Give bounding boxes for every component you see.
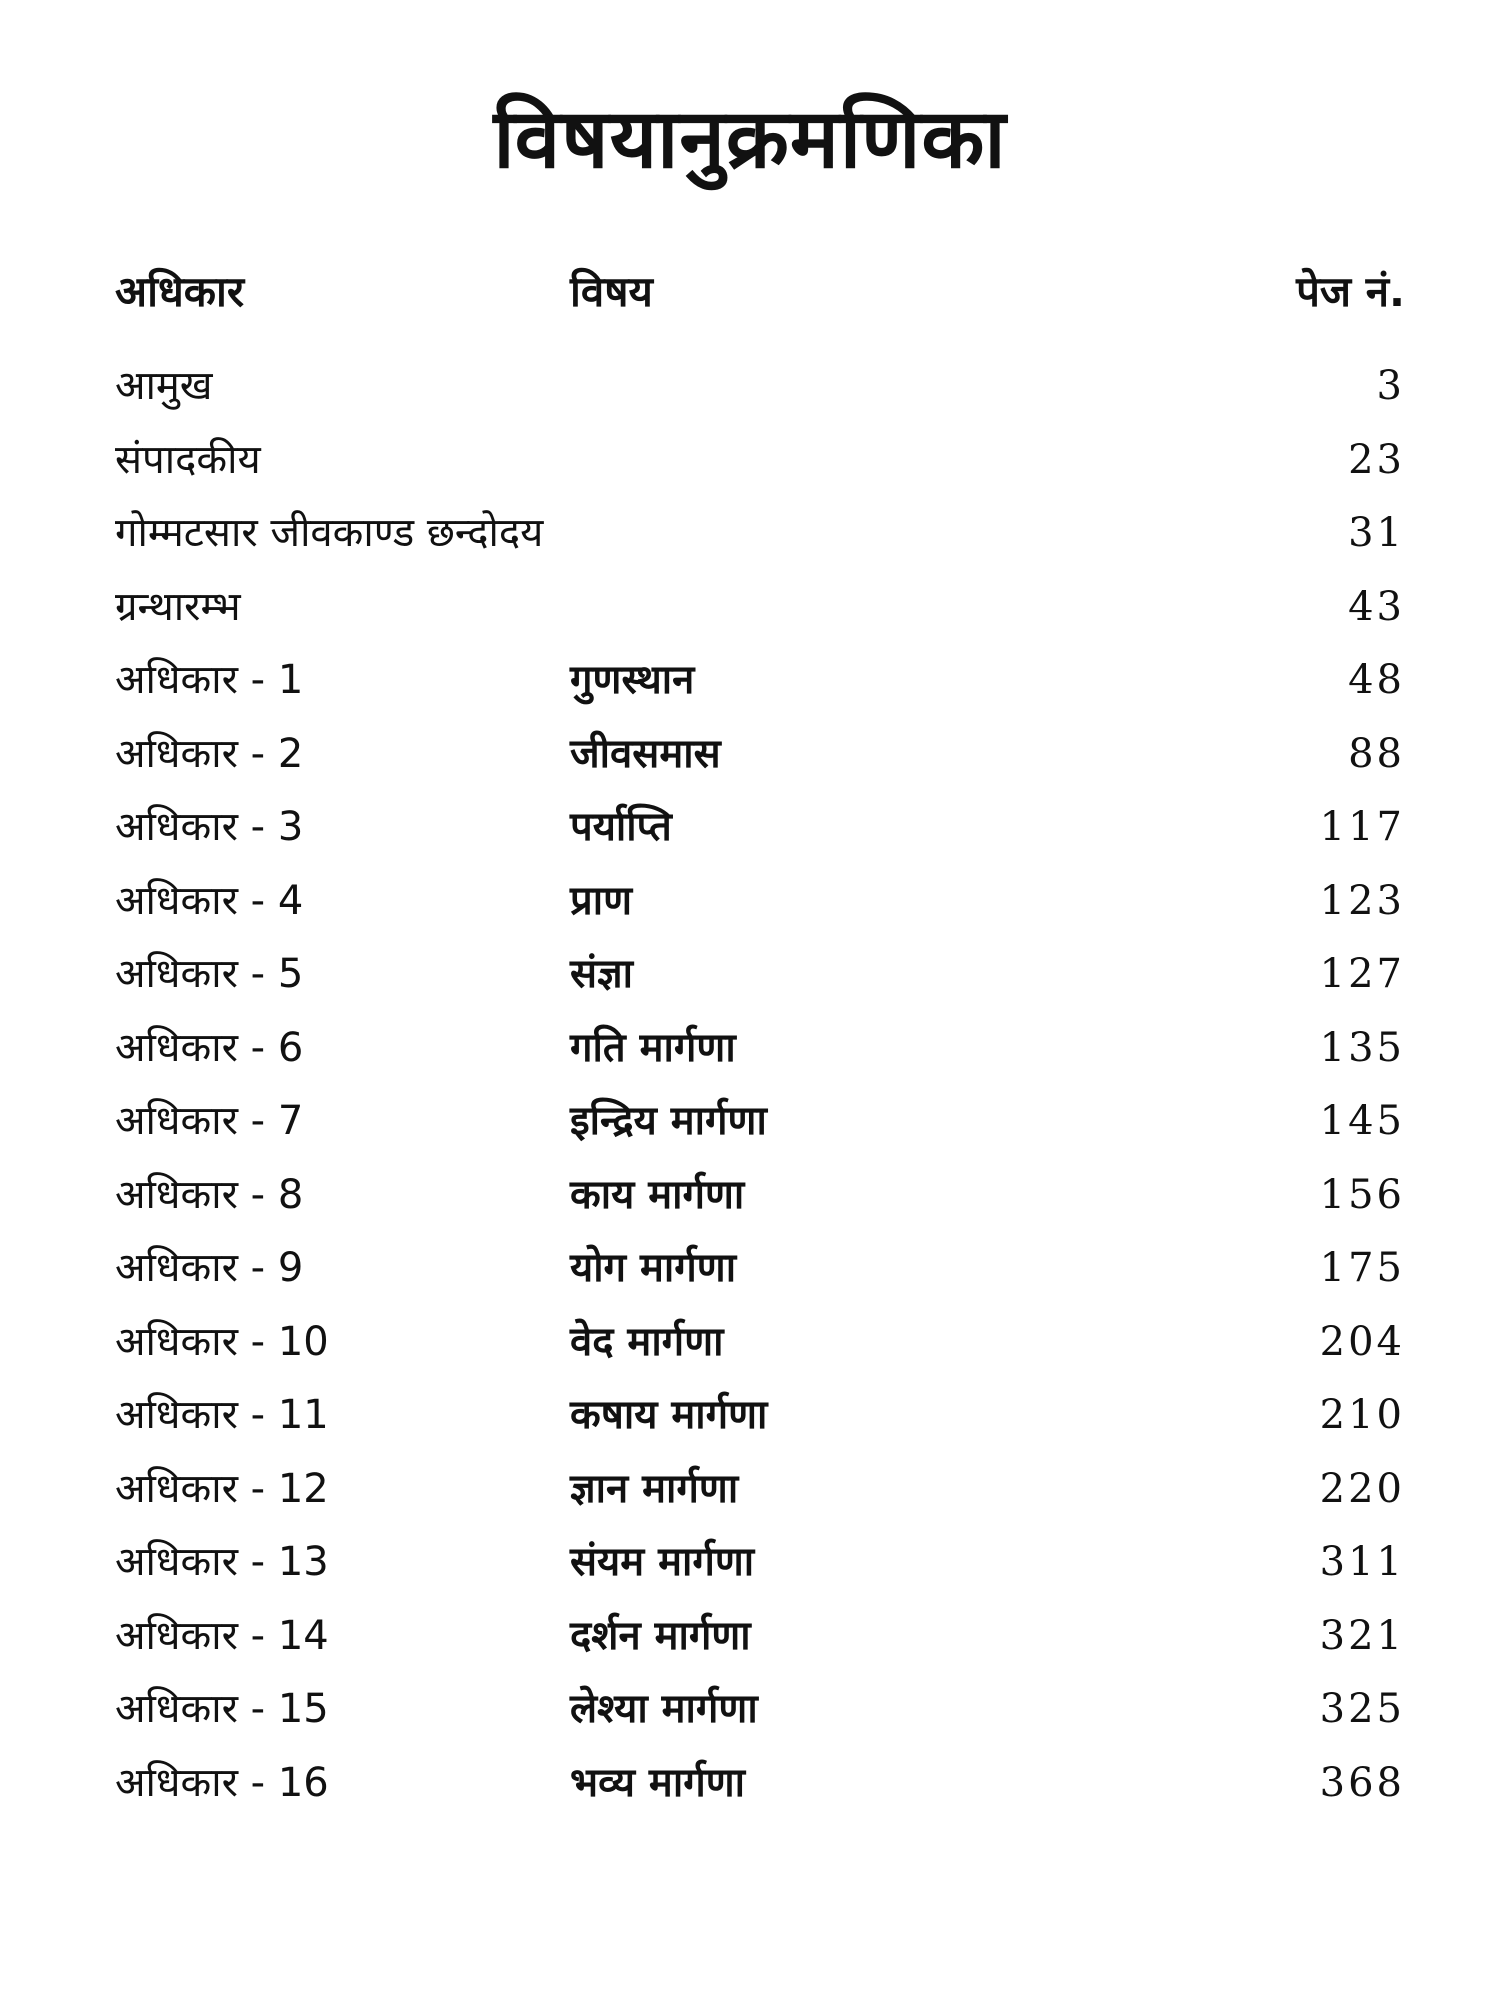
toc-entry [115,1095,1405,1169]
entry-vishay: जीवसमास [570,730,721,777]
toc-entry [115,1536,1405,1610]
toc-entry [115,1022,1405,1096]
entry-vishay: काय मार्गणा [570,1171,745,1218]
toc-entry [115,654,1405,728]
entry-page-number: 204 [1319,1318,1405,1365]
table-of-contents [115,265,1405,1830]
entry-adhikar: अधिकार - 10 [115,1318,329,1365]
entry-adhikar: ग्रन्थारम्भ [115,583,241,630]
entry-page-number: 88 [1348,730,1405,777]
entry-vishay: दर्शन मार्गणा [570,1612,751,1659]
entry-adhikar: अधिकार - 16 [115,1759,329,1806]
entry-vishay: गति मार्गणा [570,1024,736,1071]
entry-page-number: 135 [1319,1024,1405,1071]
entry-adhikar: अधिकार - 2 [115,730,304,777]
toc-entry [115,1169,1405,1243]
entry-adhikar: आमुख [115,363,213,409]
entry-vishay: लेश्या मार्गणा [570,1686,758,1732]
header-adhikar: अधिकार [115,267,245,316]
entry-page-number: 325 [1319,1686,1405,1732]
entry-adhikar: अधिकार - 14 [115,1612,329,1659]
entry-page-number: 123 [1319,877,1405,924]
entry-adhikar: अधिकार - 9 [115,1245,304,1291]
entry-vishay: भव्य मार्गणा [570,1759,746,1806]
toc-header-row [115,265,1405,360]
entry-vishay: वेद मार्गणा [570,1318,724,1365]
entry-vishay: प्राण [570,877,633,924]
entry-adhikar: अधिकार - 13 [115,1539,329,1585]
toc-entry [115,1463,1405,1537]
entry-adhikar: अधिकार - 12 [115,1465,329,1512]
entry-vishay: इन्द्रिय मार्गणा [570,1098,767,1144]
page-title: विषयानुक्रमणिका [493,92,1007,187]
entry-adhikar: अधिकार - 11 [115,1392,329,1438]
toc-entry [115,1242,1405,1316]
toc-entry [115,801,1405,875]
entry-page-number: 23 [1348,436,1405,483]
toc-entry [115,1389,1405,1463]
entry-page-number: 31 [1348,510,1405,556]
toc-entry [115,360,1405,434]
toc-entry [115,1683,1405,1757]
toc-rows [115,360,1405,1830]
entry-page-number: 48 [1348,657,1405,703]
entry-adhikar: अधिकार - 4 [115,877,304,924]
entry-adhikar: अधिकार - 15 [115,1686,329,1732]
entry-page-number: 210 [1319,1392,1405,1438]
entry-vishay: ज्ञान मार्गणा [570,1465,739,1512]
toc-entry [115,1610,1405,1684]
entry-adhikar: अधिकार - 3 [115,804,304,850]
entry-adhikar: अधिकार - 8 [115,1171,304,1218]
entry-page-number: 311 [1319,1539,1405,1585]
header-page: पेज नं. [1296,267,1405,316]
toc-entry [115,1757,1405,1831]
entry-adhikar: अधिकार - 1 [115,657,304,703]
entry-page-number: 145 [1319,1098,1405,1144]
toc-entry [115,875,1405,949]
entry-page-number: 127 [1319,951,1405,997]
toc-entry [115,728,1405,802]
entry-page-number: 220 [1319,1465,1405,1512]
entry-page-number: 156 [1319,1171,1405,1218]
entry-page-number: 117 [1319,804,1405,850]
entry-vishay: कषाय मार्गणा [570,1392,768,1438]
toc-entry [115,1316,1405,1390]
entry-vishay: संज्ञा [570,951,634,997]
entry-adhikar: अधिकार - 6 [115,1024,304,1071]
entry-vishay: पर्याप्ति [570,804,672,850]
toc-entry [115,434,1405,508]
entry-page-number: 3 [1376,363,1405,409]
entry-vishay: गुणस्थान [570,657,695,703]
entry-adhikar: गोम्मटसार जीवकाण्ड छन्दोदय [115,510,544,556]
entry-adhikar: अधिकार - 7 [115,1098,304,1144]
entry-page-number: 368 [1319,1759,1405,1806]
toc-entry [115,507,1405,581]
entry-page-number: 321 [1319,1612,1405,1659]
toc-entry [115,581,1405,655]
toc-entry [115,948,1405,1022]
header-vishay: विषय [570,267,653,316]
entry-vishay: योग मार्गणा [570,1245,737,1291]
entry-page-number: 175 [1319,1245,1405,1291]
entry-vishay: संयम मार्गणा [570,1539,755,1585]
entry-adhikar: अधिकार - 5 [115,951,304,997]
entry-adhikar: संपादकीय [115,436,261,483]
entry-page-number: 43 [1348,583,1405,630]
